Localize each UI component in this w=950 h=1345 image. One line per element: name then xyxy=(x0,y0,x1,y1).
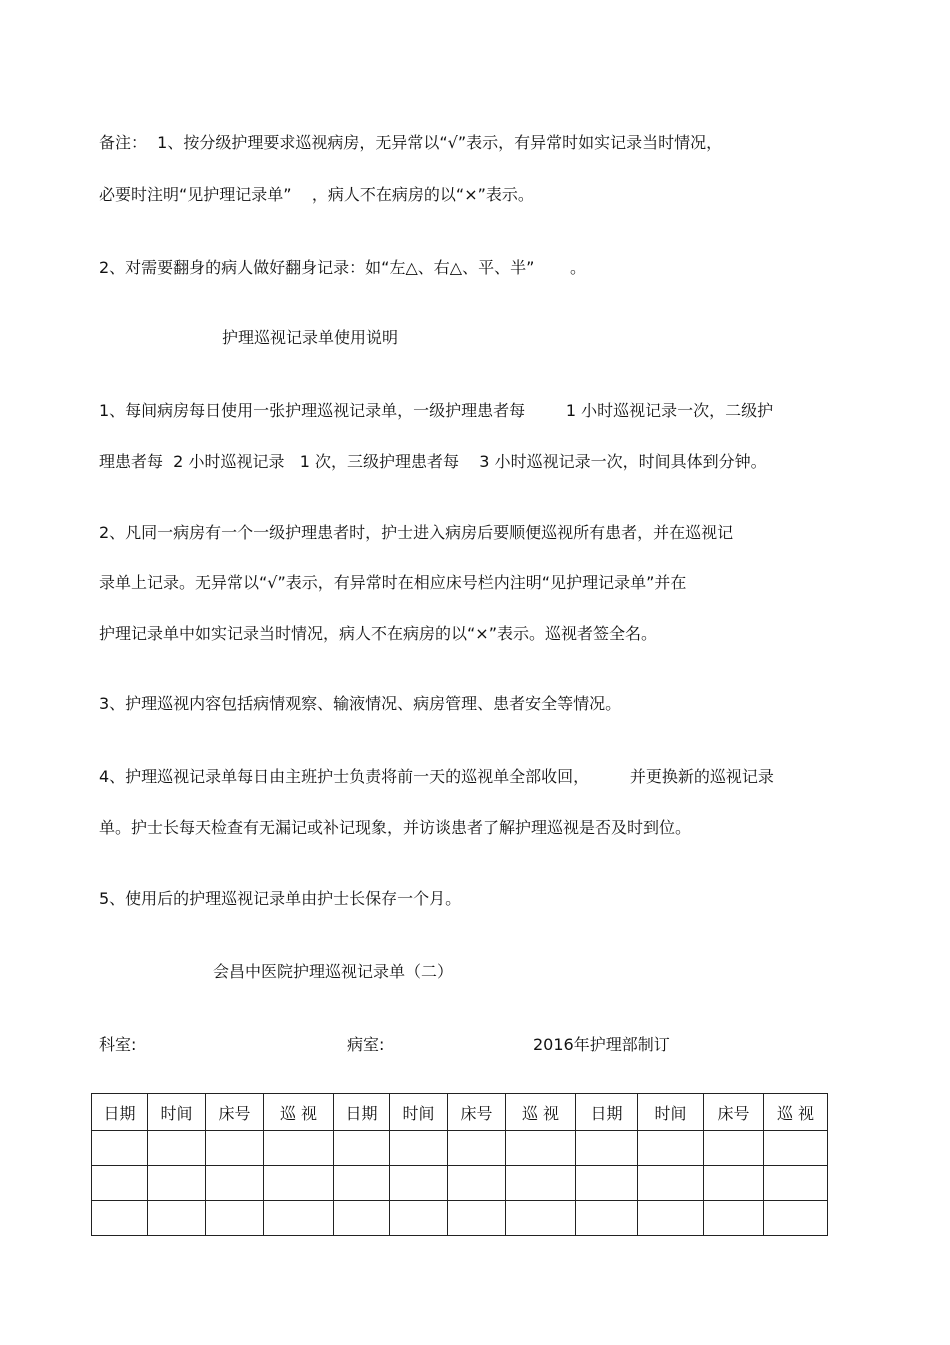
col-header-patrol: 巡 视 xyxy=(764,1094,828,1131)
col-header-bed: 床号 xyxy=(206,1094,264,1131)
instruction-line-6: 3、护理巡视内容包括病情观察、输液情况、病房管理、患者安全等情况。 xyxy=(99,694,622,713)
table-cell[interactable] xyxy=(506,1166,576,1201)
table-cell[interactable] xyxy=(764,1201,828,1236)
table-cell[interactable] xyxy=(448,1166,506,1201)
table-cell[interactable] xyxy=(334,1131,390,1166)
table-cell[interactable] xyxy=(390,1201,448,1236)
instruction-line-3: 2、凡同一病房有一个一级护理患者时，护士进入病房后要顺便巡视所有患者，并在巡视记 xyxy=(99,523,734,542)
col-header-patrol: 巡 视 xyxy=(506,1094,576,1131)
table-cell[interactable] xyxy=(92,1166,148,1201)
instructions-title: 护理巡视记录单使用说明 xyxy=(222,328,399,347)
instruction-line-5: 护理记录单中如实记录当时情况，病人不在病房的以“×”表示。巡视者签全名。 xyxy=(99,624,657,643)
table-cell[interactable] xyxy=(390,1131,448,1166)
instruction-line-2: 理患者每 2 小时巡视记录 1 次，三级护理患者每 3 小时巡视记录一次，时间具体到分钟。 xyxy=(99,452,767,471)
table-cell[interactable] xyxy=(148,1201,206,1236)
patrol-record-table xyxy=(91,1093,828,1236)
instruction-line-1: 1、每间病房每日使用一张护理巡视记录单，一级护理患者每 1 小时巡视记录一次，二级护 xyxy=(99,401,774,420)
col-header-time: 时间 xyxy=(390,1094,448,1131)
form-title: 会昌中医院护理巡视记录单（二） xyxy=(213,962,454,981)
table-row xyxy=(92,1166,828,1201)
table-cell[interactable] xyxy=(764,1166,828,1201)
table-cell[interactable] xyxy=(264,1201,334,1236)
table-cell[interactable] xyxy=(764,1131,828,1166)
table-cell[interactable] xyxy=(448,1131,506,1166)
table-cell[interactable] xyxy=(448,1201,506,1236)
col-header-date: 日期 xyxy=(334,1094,390,1131)
remark-line-3: 2、对需要翻身的病人做好翻身记录：如“左△、右△、平、半” 。 xyxy=(99,258,586,277)
instruction-line-8: 单。护士长每天检查有无漏记或补记现象，并访谈患者了解护理巡视是否及时到位。 xyxy=(99,818,692,837)
remark-line-2: 必要时注明“见护理记录单” ，病人不在病房的以“×”表示。 xyxy=(99,185,534,204)
instruction-line-4: 录单上记录。无异常以“√”表示，有异常时在相应床号栏内注明“见护理记录单”并在 xyxy=(99,573,687,592)
col-header-bed: 床号 xyxy=(704,1094,764,1131)
table-cell[interactable] xyxy=(704,1166,764,1201)
col-header-time: 时间 xyxy=(148,1094,206,1131)
table-cell[interactable] xyxy=(206,1166,264,1201)
instruction-line-7: 4、护理巡视记录单每日由主班护士负责将前一天的巡视单全部收回， 并更换新的巡视记录 xyxy=(99,767,774,786)
table-cell[interactable] xyxy=(576,1201,638,1236)
table-header-row xyxy=(92,1094,828,1131)
ward-label: 病室: xyxy=(347,1035,385,1054)
table-cell[interactable] xyxy=(264,1131,334,1166)
table-cell[interactable] xyxy=(704,1201,764,1236)
table-cell[interactable] xyxy=(638,1201,704,1236)
col-header-bed: 床号 xyxy=(448,1094,506,1131)
department-label: 科室: xyxy=(99,1035,137,1054)
table-cell[interactable] xyxy=(506,1201,576,1236)
table-cell[interactable] xyxy=(92,1201,148,1236)
issuer-note: 2016年护理部制订 xyxy=(533,1035,670,1054)
col-header-time: 时间 xyxy=(638,1094,704,1131)
table-row xyxy=(92,1201,828,1236)
table-cell[interactable] xyxy=(576,1131,638,1166)
table-cell[interactable] xyxy=(334,1166,390,1201)
table-cell[interactable] xyxy=(148,1131,206,1166)
table-cell[interactable] xyxy=(334,1201,390,1236)
col-header-patrol: 巡 视 xyxy=(264,1094,334,1131)
table-cell[interactable] xyxy=(638,1166,704,1201)
table-cell[interactable] xyxy=(92,1131,148,1166)
table-cell[interactable] xyxy=(506,1131,576,1166)
table-cell[interactable] xyxy=(576,1166,638,1201)
table-cell[interactable] xyxy=(264,1166,334,1201)
table-cell[interactable] xyxy=(390,1166,448,1201)
instruction-line-9: 5、使用后的护理巡视记录单由护士长保存一个月。 xyxy=(99,889,462,908)
table-cell[interactable] xyxy=(206,1201,264,1236)
table-cell[interactable] xyxy=(148,1166,206,1201)
table-row xyxy=(92,1131,828,1166)
table-cell[interactable] xyxy=(704,1131,764,1166)
col-header-date: 日期 xyxy=(92,1094,148,1131)
col-header-date: 日期 xyxy=(576,1094,638,1131)
table-cell[interactable] xyxy=(206,1131,264,1166)
remark-line-1: 备注： 1、按分级护理要求巡视病房，无异常以“√”表示，有异常时如实记录当时情况， xyxy=(99,133,723,152)
table-cell[interactable] xyxy=(638,1131,704,1166)
